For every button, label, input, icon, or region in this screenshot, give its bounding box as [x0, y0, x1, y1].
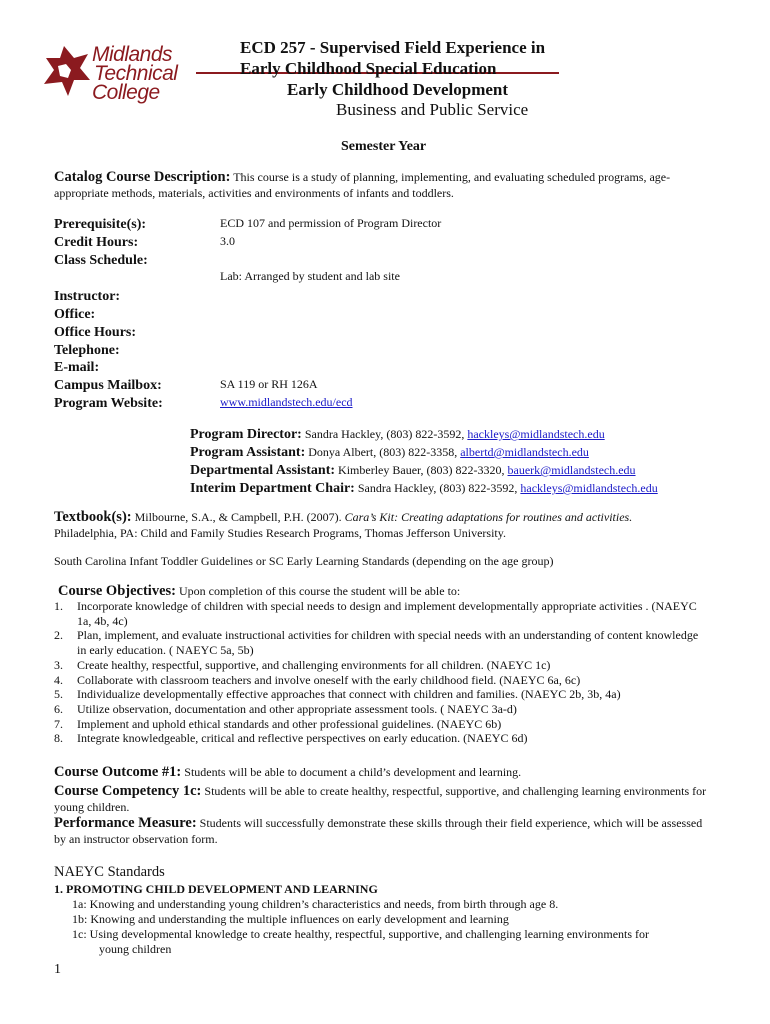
contact-label: Program Director: [190, 427, 302, 442]
course-competency [54, 783, 714, 815]
list-text: Individualize developmentally effective approaches that connect with children and families. (NAEYC 2b, 3b, 4a) [77, 687, 621, 702]
list-text: Utilize observation, documentation and other appropriate assessment tools. ( NAEYC 3a-d) [77, 701, 517, 716]
prereq-value: ECD 107 and permission of Program Director [220, 216, 442, 230]
contact-label: Interim Department Chair: [190, 481, 355, 496]
list-text: Incorporate knowledge of children with special needs to design and implement developmentally appropriate activities . (NAEYC 1a, 4b, 4c) [77, 599, 697, 628]
star-logo-icon [38, 44, 98, 104]
catalog-description [54, 169, 714, 201]
list-item [54, 702, 704, 717]
contact-email-link[interactable]: bauerk@midlandstech.edu [507, 463, 636, 477]
competency-text: Students will be able to create healthy, respectful, supportive, and challenging learning environments for young children. [54, 784, 707, 814]
logo-text-line3: College [92, 81, 160, 104]
list-number: 7. [54, 716, 63, 731]
naeyc-item-1c: 1c: Using developmental knowledge to create healthy, respectful, supportive, and challenging learning environments for [72, 927, 650, 941]
class-schedule-value: Lab: Arranged by student and lab site [220, 269, 400, 283]
list-text: Collaborate with classroom teachers and involve oneself with the early childhood field. (NAEYC 6a, 6c) [77, 672, 581, 687]
naeyc-subheading: 1. PROMOTING CHILD DEVELOPMENT AND LEARNING [54, 882, 378, 896]
textbook-publisher: Philadelphia, PA: Child and Family Studies Research Programs, Thomas Jefferson University. [54, 526, 506, 540]
list-text: Implement and uphold ethical standards and other professional guidelines. (NAEYC 6b) [77, 716, 502, 731]
contact-program-director [190, 425, 605, 444]
list-number: 4. [54, 672, 63, 687]
naeyc-item-1b: 1b: Knowing and understanding the multiple influences on early development and learning [72, 912, 509, 926]
objectives-label: Course Objectives: [58, 583, 176, 599]
semester-label: Semester Year [341, 139, 427, 154]
division-name: Business and Public Service [336, 100, 529, 119]
contact-text: Sandra Hackley, (803) 822-3592, [304, 427, 465, 441]
email-label: E-mail: [54, 360, 100, 375]
prereq-label: Prerequisite(s): [54, 217, 147, 232]
objectives-intro: Upon completion of this course the student will be able to: [178, 584, 461, 598]
contact-email-link[interactable]: albertd@midlandstech.edu [460, 445, 589, 459]
list-item [54, 658, 704, 673]
list-item [54, 731, 704, 746]
list-number: 2. [54, 628, 63, 643]
contact-text: Kimberley Bauer, (803) 822-3320, [338, 463, 505, 477]
contact-email-link[interactable]: hackleys@midlandstech.edu [467, 427, 605, 441]
contact-departmental-assistant [190, 461, 636, 480]
list-number: 8. [54, 731, 63, 746]
textbooks-citation: Milbourne, S.A., & Campbell, P.H. (2007). [134, 510, 342, 524]
outcome-text: Students will be able to document a child’s development and learning. [184, 765, 522, 779]
instructor-label: Instructor: [54, 289, 121, 304]
department-name: Early Childhood Development [287, 80, 509, 99]
performance-measure [54, 815, 714, 847]
objectives-heading [58, 583, 718, 599]
list-item [54, 717, 704, 732]
class-schedule-label: Class Schedule: [54, 253, 148, 268]
list-item [54, 599, 704, 628]
credit-hours-label: Credit Hours: [54, 235, 139, 250]
office-label: Office: [54, 307, 96, 322]
list-text: Integrate knowledgeable, critical and reflective perspectives on early education. (NAEYC 6d) [77, 731, 528, 746]
list-number: 5. [54, 687, 63, 702]
telephone-label: Telephone: [54, 343, 120, 358]
list-number: 6. [54, 701, 63, 716]
textbooks-note: South Carolina Infant Toddler Guidelines or SC Early Learning Standards (depending on the age group) [54, 554, 554, 568]
list-item [54, 628, 704, 657]
catalog-label: Catalog Course Description: [54, 169, 231, 185]
contact-label: Program Assistant: [190, 445, 306, 460]
credit-hours-value: 3.0 [220, 234, 235, 248]
logo-text-line2: Technical [94, 62, 178, 85]
textbook-title: Cara’s Kit: Creating adaptations for routines and activities. [344, 510, 633, 524]
course-title-line2: Early Childhood Special Education [240, 59, 497, 78]
textbooks-section [54, 509, 714, 541]
campus-mailbox-value: SA 119 or RH 126A [220, 377, 318, 391]
outcome-label: Course Outcome #1: [54, 764, 182, 780]
course-title-line1: ECD 257 - Supervised Field Experience in [240, 38, 546, 57]
naeyc-heading: NAEYC Standards [54, 864, 165, 880]
contact-text: Donya Albert, (803) 822-3358, [308, 445, 458, 459]
contact-email-link[interactable]: hackleys@midlandstech.edu [520, 481, 658, 495]
contact-program-assistant [190, 443, 589, 462]
naeyc-item-1a: 1a: Knowing and understanding young children’s characteristics and needs, from birth through age 8. [72, 897, 559, 911]
logo-text-line1: Midlands [92, 43, 173, 66]
naeyc-item-1c-cont: young children [99, 942, 172, 956]
textbooks-label: Textbook(s): [54, 509, 132, 525]
list-text: Plan, implement, and evaluate instructional activities for children with special needs with an understanding of content knowledge in early education. ( NAEYC 5a, 5b) [77, 628, 699, 658]
college-logo [38, 44, 194, 102]
competency-label: Course Competency 1c: [54, 783, 202, 799]
list-item [54, 687, 704, 702]
objectives-list [54, 599, 704, 746]
list-number: 1. [54, 599, 63, 613]
program-website-link[interactable]: www.midlandstech.edu/ecd [220, 395, 353, 409]
contact-text: Sandra Hackley, (803) 822-3592, [357, 481, 518, 495]
contact-department-chair [190, 479, 658, 498]
campus-mailbox-label: Campus Mailbox: [54, 378, 162, 393]
office-hours-label: Office Hours: [54, 325, 137, 340]
page-number: 1 [54, 962, 61, 977]
program-website-label: Program Website: [54, 396, 163, 411]
contact-label: Departmental Assistant: [190, 463, 336, 478]
list-number: 3. [54, 657, 63, 672]
performance-text: Students will successfully demonstrate these skills through their field experience, which will be assessed by an instructor observation form. [54, 816, 703, 846]
course-outcome [54, 764, 714, 780]
performance-label: Performance Measure: [54, 815, 197, 831]
list-item [54, 673, 704, 688]
list-text: Create healthy, respectful, supportive, and challenging environments for all children. (NAEYC 1c) [77, 657, 551, 672]
catalog-text: This course is a study of planning, implementing, and evaluating scheduled programs, age-appropriate methods, materials, activities and environments of infants and toddlers. [54, 170, 671, 200]
